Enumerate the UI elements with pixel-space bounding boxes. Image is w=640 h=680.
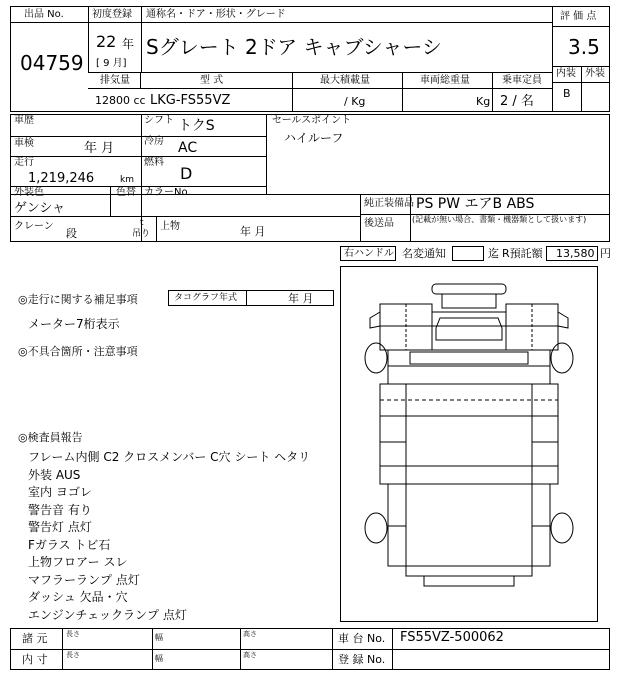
dimensions-label: 諸 元 bbox=[22, 632, 48, 645]
max-load-unit: / Kg bbox=[344, 95, 366, 108]
displacement-label: 排気量 bbox=[100, 75, 130, 86]
front-left-wheel bbox=[365, 343, 387, 373]
recycle-label: R預託額 bbox=[502, 247, 543, 260]
aftermarket-label: 後送品 bbox=[364, 218, 394, 229]
year-unit: 年 bbox=[122, 37, 135, 51]
dim-height-label: 高さ bbox=[243, 630, 257, 638]
rear-left-wheel bbox=[365, 513, 387, 543]
score-label: 評 価 点 bbox=[560, 11, 597, 22]
color-code-label: カラーNo. bbox=[144, 187, 191, 198]
displacement-value: 12800 cc bbox=[95, 94, 146, 107]
driving-notes-title: ◎走行に関する補足事項 bbox=[18, 293, 138, 306]
report-line: フレーム内側 C2 クロスメンバー C穴 シート ヘタリ bbox=[28, 450, 311, 464]
sales-point-value: ハイルーフ bbox=[284, 131, 344, 145]
lot-number: 04759 bbox=[20, 51, 84, 75]
crane-hang-label: 吊り bbox=[132, 229, 151, 239]
dim-length-label: 長さ bbox=[66, 630, 80, 638]
inner-width-label: 幅 bbox=[155, 654, 163, 663]
notice-label: 迄 bbox=[488, 247, 499, 260]
model-label: 型 式 bbox=[200, 75, 224, 86]
body-date: 年 月 bbox=[240, 225, 266, 238]
score-value: 3.5 bbox=[568, 35, 600, 59]
yen-label: 円 bbox=[600, 247, 611, 260]
max-load-label: 最大積載量 bbox=[320, 75, 370, 86]
report-line: ダッシュ 欠品・穴 bbox=[28, 590, 128, 604]
inner-dimensions-label: 内 寸 bbox=[22, 653, 48, 666]
aftermarket-note: (記載が無い場合、書類・機器類として扱います) bbox=[412, 215, 587, 224]
rear-frame bbox=[388, 484, 550, 566]
inspector-report-title: ◎検査員報告 bbox=[18, 431, 83, 444]
inspection-label: 車検 bbox=[14, 138, 34, 149]
steering-value: 右ハンドル bbox=[344, 248, 394, 259]
rear-right-wheel bbox=[551, 513, 573, 543]
shift-label: シフト bbox=[144, 115, 174, 126]
defects-title: ◎不具合箇所・注意事項 bbox=[18, 345, 138, 358]
ac-value: AC bbox=[178, 140, 198, 156]
crane-stage: 段 bbox=[66, 227, 77, 240]
capacity-label: 乗車定員 bbox=[502, 75, 542, 86]
vehicle-name: Sグレート 2ドア キャブシャーシ bbox=[146, 35, 442, 59]
left-mirror bbox=[370, 312, 380, 328]
dim-width-label: 幅 bbox=[155, 633, 163, 642]
sales-point-label: セールスポイント bbox=[272, 115, 352, 126]
front-right-wheel bbox=[551, 343, 573, 373]
truck-diagram bbox=[340, 266, 598, 622]
gross-weight-label: 車両総重量 bbox=[420, 75, 470, 86]
report-line: エンジンチェックランプ 点灯 bbox=[28, 607, 187, 622]
mileage-value: 1,219,246 bbox=[28, 171, 95, 186]
tachograph-label: タコグラフ年式 bbox=[174, 293, 238, 303]
body-label: 上物 bbox=[160, 221, 180, 232]
exterior-color-label: 外装色 bbox=[14, 187, 44, 198]
vehicle-name-label: 通称名・ドア・形状・グレード bbox=[146, 9, 286, 20]
history-label: 車歴 bbox=[14, 115, 34, 126]
report-line: 上物フロアー スレ bbox=[28, 555, 128, 569]
inspector-report-list bbox=[28, 448, 310, 623]
equipment-value: PS PW エアB ABS bbox=[416, 196, 535, 212]
report-line: 警告音 有り bbox=[28, 502, 92, 517]
fuel-label: 燃料 bbox=[144, 157, 164, 168]
name-change-box bbox=[452, 246, 484, 261]
color-change-label: 色替 bbox=[116, 187, 136, 198]
tachograph-date: 年 月 bbox=[288, 292, 314, 305]
interior-grade: B bbox=[563, 87, 571, 100]
front-bumper bbox=[432, 284, 506, 294]
cab-lower bbox=[388, 350, 550, 384]
report-line: 外装 AUS bbox=[28, 467, 81, 482]
exterior-grade-label: 外装 bbox=[585, 68, 605, 79]
lot-number-label: 出品 No. bbox=[24, 9, 64, 20]
driving-note: メーター7桁表示 bbox=[28, 317, 120, 331]
right-mirror bbox=[558, 312, 568, 328]
crane-label: クレーン bbox=[14, 221, 54, 232]
chassis-number: FS55VZ-500062 bbox=[400, 630, 504, 645]
registration-month: [ 9 月] bbox=[96, 58, 127, 69]
report-line: マフラーランプ 点灯 bbox=[28, 572, 140, 587]
windshield bbox=[436, 318, 502, 340]
rear-bumper bbox=[406, 566, 532, 576]
equipment-label: 純正装備品 bbox=[364, 198, 414, 209]
gross-weight-unit: Kg bbox=[476, 95, 491, 108]
report-line: Fガラス トビ石 bbox=[28, 537, 111, 552]
inner-length-label: 長さ bbox=[66, 651, 80, 659]
fuel-value: D bbox=[180, 164, 193, 183]
chassis-number-label: 車 台 No. bbox=[338, 632, 386, 645]
roof-top bbox=[442, 294, 496, 308]
cargo-bed bbox=[380, 384, 558, 484]
registration-number-label: 登 録 No. bbox=[338, 653, 386, 666]
capacity-value: 2 / 名 bbox=[500, 94, 534, 109]
interior-grade-label: 内装 bbox=[556, 68, 576, 79]
ac-label: 冷房 bbox=[144, 136, 164, 147]
report-line: 室内 ヨゴレ bbox=[28, 485, 92, 499]
mileage-label: 走行 bbox=[14, 157, 34, 168]
model-code: LKG-FS55VZ bbox=[150, 93, 231, 108]
inner-height-label: 高さ bbox=[243, 651, 257, 659]
mileage-unit: km bbox=[120, 175, 134, 185]
cab-outline bbox=[380, 304, 558, 350]
inspection-value: 年 月 bbox=[84, 141, 115, 156]
crane-ton-label: t bbox=[140, 218, 144, 228]
shift-value: トクS bbox=[178, 118, 215, 134]
report-line: 警告灯 点灯 bbox=[28, 520, 92, 534]
exterior-color-value: ゲンシャ bbox=[14, 201, 66, 216]
first-registration-label: 初度登録 bbox=[92, 9, 132, 20]
name-change-label: 名変通知 bbox=[402, 247, 446, 260]
recycle-amount: 13,580 bbox=[556, 247, 595, 260]
registration-year: 22 bbox=[96, 32, 117, 51]
